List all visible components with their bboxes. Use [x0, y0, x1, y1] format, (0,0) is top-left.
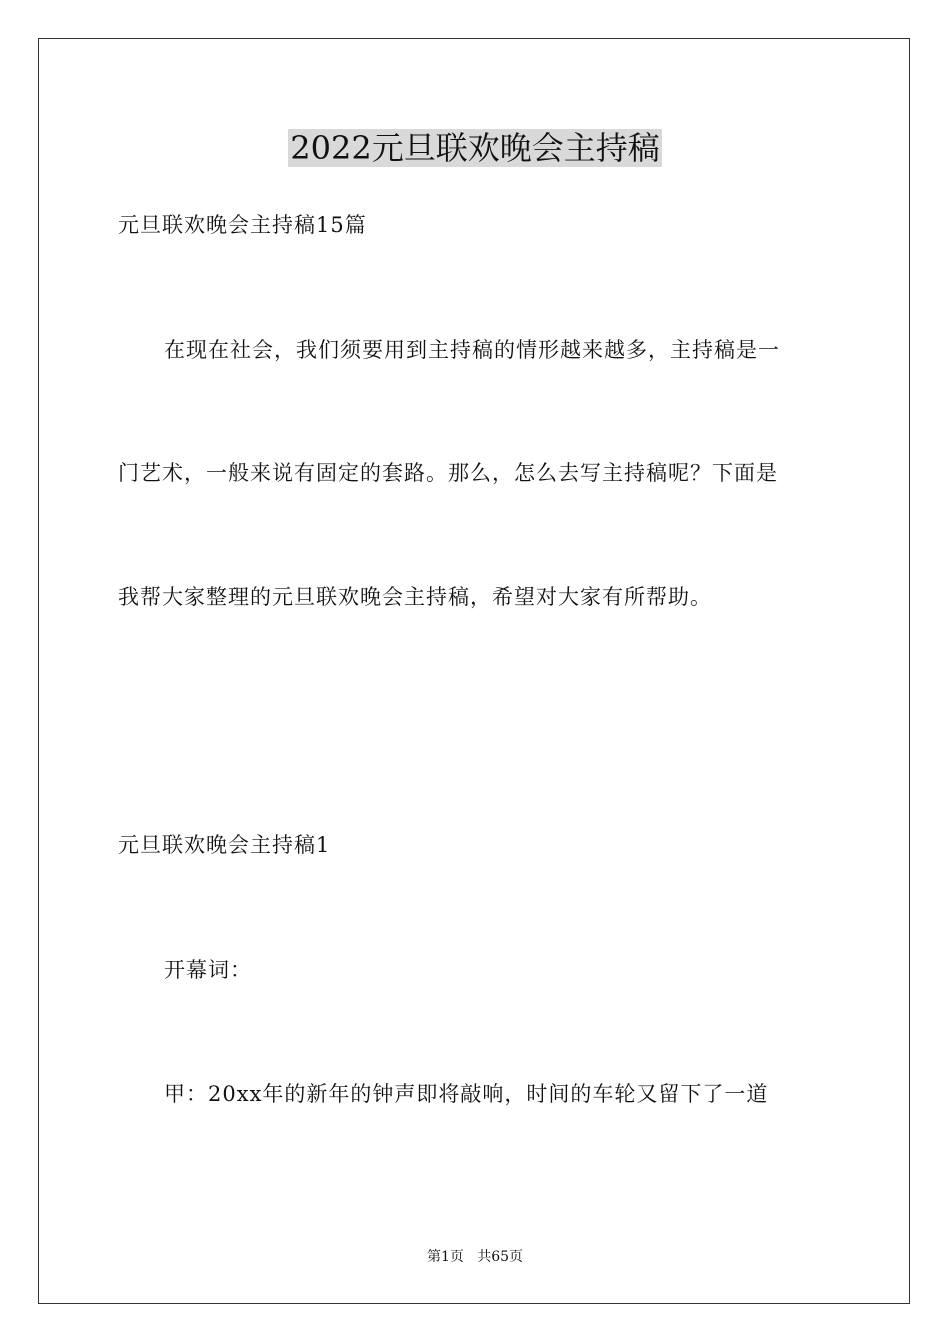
intro-line-1: 在现在社会，我们须要用到主持稿的情形越来越多，主持稿是一 [164, 338, 780, 362]
document-title-text: 2022元旦联欢晚会主持稿 [290, 129, 660, 167]
intro-line-3: 我帮大家整理的元旦联欢晚会主持稿，希望对大家有所帮助。 [118, 585, 712, 609]
section-heading: 元旦联欢晚会主持稿1 [118, 833, 331, 857]
opening-label: 开幕词： [164, 958, 252, 982]
document-subtitle: 元旦联欢晚会主持稿15篇 [118, 213, 367, 237]
page-number-footer: 第1页 共65页 [426, 1249, 524, 1265]
document-title [0, 126, 950, 170]
speech-line-1: 甲：20xx年的新年的钟声即将敲响，时间的车轮又留下了一道 [164, 1082, 769, 1106]
intro-line-2: 门艺术，一般来说有固定的套路。那么，怎么去写主持稿呢？下面是 [118, 461, 778, 485]
